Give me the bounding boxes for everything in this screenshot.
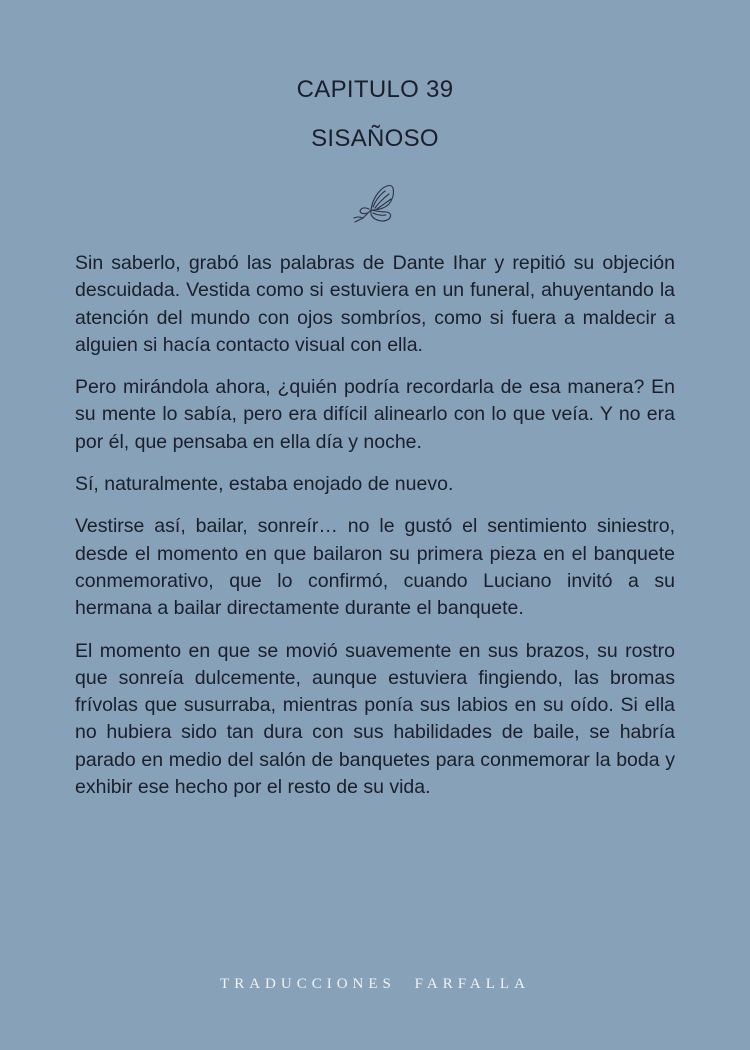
chapter-body	[75, 250, 675, 816]
translator-credit: TRADUCCIONES FARFALLA	[220, 976, 530, 992]
paragraph: Pero mirándola ahora, ¿quién podría recordarla de esa manera? En su mente lo sabía, pero era difícil alinearlo con lo que veía. Y no era por él, que pensaba en ella día y noche.	[75, 376, 675, 453]
paragraph: Sin saberlo, grabó las palabras de Dante Ihar y repitió su objeción descuidada. Vestida como si estuviera en un funeral, ahuyentando la atención del mundo con ojos sombríos, como si fuera a maldecir a alguien si hacía contacto visual con ella.	[75, 252, 675, 356]
paragraph: El momento en que se movió suavemente en sus brazos, su rostro que sonreía dulcemente, aunque estuviera fingiendo, las bromas frívolas que susurraba, mientras ponía sus labios en su oído. Si ella no hubiera sido tan dura con sus habilidades de baile, se habría parado en medio del salón de banquetes para conmemorar la boda y exhibir ese hecho por el resto de su vida.	[75, 639, 675, 799]
chapter-title: SISAÑOSO	[311, 125, 439, 152]
chapter-number: CAPITULO 39	[296, 76, 454, 103]
paragraph: Sí, naturalmente, estaba enojado de nuevo.	[75, 473, 454, 496]
paragraph: Vestirse así, bailar, sonreír… no le gustó el sentimiento siniestro, desde el momento en que bailaron su primera pieza en el banquete conmemorativo, que lo confirmó, cuando Luciano invitó a su hermana a bailar directamente durante el banquete.	[75, 515, 675, 620]
butterfly-icon	[349, 182, 401, 224]
